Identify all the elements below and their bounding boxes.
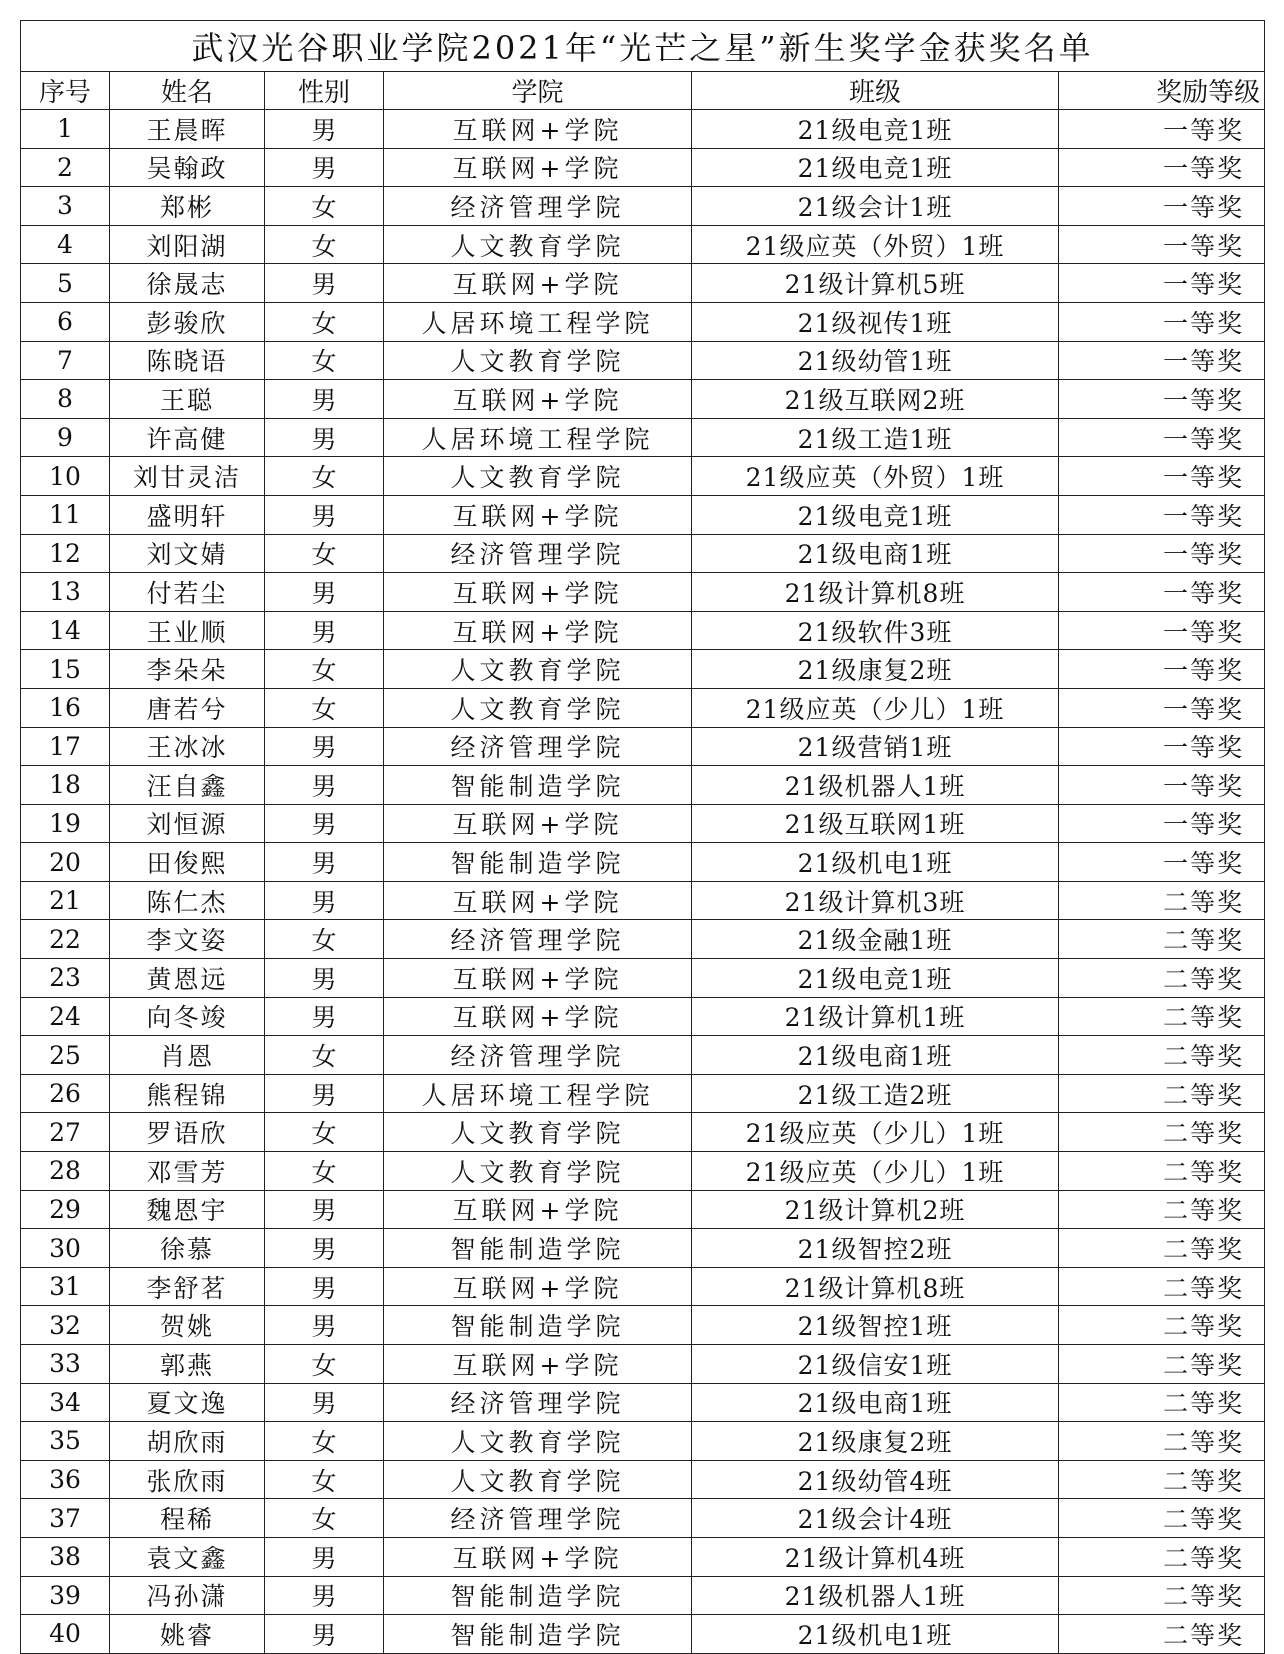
cell-level: 一等奖 bbox=[1059, 264, 1265, 303]
table-row bbox=[21, 727, 1265, 766]
cell-gender: 男 bbox=[265, 573, 384, 612]
cell-college: 互联网+学院 bbox=[384, 495, 692, 534]
cell-class: 21级电竞1班 bbox=[692, 959, 1059, 998]
cell-gender: 男 bbox=[265, 1074, 384, 1113]
cell-level: 二等奖 bbox=[1059, 1615, 1265, 1654]
cell-class: 21级应英（少儿）1班 bbox=[692, 1152, 1059, 1191]
cell-gender: 男 bbox=[265, 418, 384, 457]
cell-level: 一等奖 bbox=[1059, 457, 1265, 496]
cell-gender: 男 bbox=[265, 1190, 384, 1229]
cell-class: 21级计算机1班 bbox=[692, 997, 1059, 1036]
award-table-body bbox=[21, 110, 1265, 1654]
cell-class: 21级软件3班 bbox=[692, 611, 1059, 650]
cell-name: 姚睿 bbox=[110, 1615, 265, 1654]
table-row bbox=[21, 495, 1265, 534]
cell-no: 11 bbox=[21, 495, 110, 534]
cell-level: 一等奖 bbox=[1059, 225, 1265, 264]
cell-name: 汪自鑫 bbox=[110, 766, 265, 805]
cell-name: 彭骏欣 bbox=[110, 302, 265, 341]
cell-gender: 女 bbox=[265, 225, 384, 264]
cell-class: 21级计算机8班 bbox=[692, 573, 1059, 612]
cell-name: 吴翰政 bbox=[110, 148, 265, 187]
cell-name: 黄恩远 bbox=[110, 959, 265, 998]
cell-level: 一等奖 bbox=[1059, 341, 1265, 380]
cell-level: 二等奖 bbox=[1059, 1190, 1265, 1229]
table-row bbox=[21, 1537, 1265, 1576]
cell-gender: 男 bbox=[265, 380, 384, 419]
cell-college: 互联网+学院 bbox=[384, 959, 692, 998]
cell-class: 21级机电1班 bbox=[692, 1615, 1059, 1654]
header-no: 序号 bbox=[21, 72, 110, 110]
cell-level: 一等奖 bbox=[1059, 495, 1265, 534]
title-row bbox=[21, 21, 1265, 72]
cell-college: 智能制造学院 bbox=[384, 1229, 692, 1268]
cell-name: 夏文逸 bbox=[110, 1383, 265, 1422]
table-row bbox=[21, 187, 1265, 226]
cell-class: 21级应英（外贸）1班 bbox=[692, 225, 1059, 264]
cell-college: 人文教育学院 bbox=[384, 1422, 692, 1461]
cell-name: 程稀 bbox=[110, 1499, 265, 1538]
cell-gender: 女 bbox=[265, 650, 384, 689]
cell-college: 互联网+学院 bbox=[384, 804, 692, 843]
cell-level: 一等奖 bbox=[1059, 766, 1265, 805]
cell-class: 21级电商1班 bbox=[692, 1036, 1059, 1075]
cell-no: 40 bbox=[21, 1615, 110, 1654]
cell-no: 39 bbox=[21, 1576, 110, 1615]
cell-no: 38 bbox=[21, 1537, 110, 1576]
cell-level: 二等奖 bbox=[1059, 1576, 1265, 1615]
cell-class: 21级电竞1班 bbox=[692, 110, 1059, 149]
cell-no: 28 bbox=[21, 1152, 110, 1191]
cell-gender: 男 bbox=[265, 766, 384, 805]
cell-no: 35 bbox=[21, 1422, 110, 1461]
cell-level: 二等奖 bbox=[1059, 1460, 1265, 1499]
cell-class: 21级智控2班 bbox=[692, 1229, 1059, 1268]
cell-class: 21级电商1班 bbox=[692, 1383, 1059, 1422]
cell-no: 34 bbox=[21, 1383, 110, 1422]
cell-gender: 女 bbox=[265, 1422, 384, 1461]
cell-college: 经济管理学院 bbox=[384, 534, 692, 573]
cell-no: 5 bbox=[21, 264, 110, 303]
cell-class: 21级计算机4班 bbox=[692, 1537, 1059, 1576]
cell-class: 21级计算机2班 bbox=[692, 1190, 1059, 1229]
cell-no: 21 bbox=[21, 881, 110, 920]
cell-college: 互联网+学院 bbox=[384, 264, 692, 303]
cell-class: 21级康复2班 bbox=[692, 650, 1059, 689]
page-title: 武汉光谷职业学院2021年“光芒之星”新生奖学金获奖名单 bbox=[21, 21, 1265, 72]
cell-no: 13 bbox=[21, 573, 110, 612]
cell-no: 1 bbox=[21, 110, 110, 149]
table-row bbox=[21, 959, 1265, 998]
cell-name: 李文姿 bbox=[110, 920, 265, 959]
cell-college: 互联网+学院 bbox=[384, 110, 692, 149]
table-row bbox=[21, 418, 1265, 457]
cell-gender: 女 bbox=[265, 341, 384, 380]
header-level: 奖励等级 bbox=[1059, 72, 1265, 110]
cell-no: 2 bbox=[21, 148, 110, 187]
cell-college: 经济管理学院 bbox=[384, 1499, 692, 1538]
cell-level: 二等奖 bbox=[1059, 1113, 1265, 1152]
cell-name: 罗语欣 bbox=[110, 1113, 265, 1152]
cell-name: 刘甘灵洁 bbox=[110, 457, 265, 496]
cell-no: 4 bbox=[21, 225, 110, 264]
cell-gender: 男 bbox=[265, 1537, 384, 1576]
cell-college: 人文教育学院 bbox=[384, 457, 692, 496]
cell-college: 经济管理学院 bbox=[384, 727, 692, 766]
cell-gender: 男 bbox=[265, 881, 384, 920]
cell-level: 二等奖 bbox=[1059, 997, 1265, 1036]
cell-level: 一等奖 bbox=[1059, 727, 1265, 766]
cell-name: 徐晟志 bbox=[110, 264, 265, 303]
cell-college: 经济管理学院 bbox=[384, 920, 692, 959]
table-row bbox=[21, 843, 1265, 882]
cell-no: 33 bbox=[21, 1345, 110, 1384]
table-row bbox=[21, 1113, 1265, 1152]
table-row bbox=[21, 650, 1265, 689]
cell-class: 21级应英（外贸）1班 bbox=[692, 457, 1059, 496]
cell-gender: 女 bbox=[265, 920, 384, 959]
cell-level: 二等奖 bbox=[1059, 1229, 1265, 1268]
cell-class: 21级电竞1班 bbox=[692, 495, 1059, 534]
cell-no: 36 bbox=[21, 1460, 110, 1499]
cell-college: 互联网+学院 bbox=[384, 1537, 692, 1576]
table-row bbox=[21, 1615, 1265, 1654]
cell-level: 一等奖 bbox=[1059, 302, 1265, 341]
cell-class: 21级计算机8班 bbox=[692, 1267, 1059, 1306]
cell-college: 人文教育学院 bbox=[384, 1113, 692, 1152]
cell-college: 智能制造学院 bbox=[384, 766, 692, 805]
cell-gender: 女 bbox=[265, 1152, 384, 1191]
cell-class: 21级视传1班 bbox=[692, 302, 1059, 341]
cell-no: 20 bbox=[21, 843, 110, 882]
cell-level: 二等奖 bbox=[1059, 959, 1265, 998]
cell-level: 一等奖 bbox=[1059, 688, 1265, 727]
cell-name: 胡欣雨 bbox=[110, 1422, 265, 1461]
table-row bbox=[21, 380, 1265, 419]
cell-name: 贺姚 bbox=[110, 1306, 265, 1345]
table-row bbox=[21, 1267, 1265, 1306]
cell-name: 冯孙潇 bbox=[110, 1576, 265, 1615]
cell-no: 32 bbox=[21, 1306, 110, 1345]
cell-class: 21级工造1班 bbox=[692, 418, 1059, 457]
cell-gender: 男 bbox=[265, 843, 384, 882]
cell-gender: 女 bbox=[265, 534, 384, 573]
cell-level: 一等奖 bbox=[1059, 843, 1265, 882]
cell-name: 袁文鑫 bbox=[110, 1537, 265, 1576]
cell-class: 21级会计1班 bbox=[692, 187, 1059, 226]
cell-name: 王晨晖 bbox=[110, 110, 265, 149]
table-row bbox=[21, 302, 1265, 341]
cell-class: 21级会计4班 bbox=[692, 1499, 1059, 1538]
cell-gender: 男 bbox=[265, 1229, 384, 1268]
cell-name: 熊程锦 bbox=[110, 1074, 265, 1113]
cell-level: 一等奖 bbox=[1059, 110, 1265, 149]
award-table bbox=[20, 20, 1265, 1654]
cell-no: 12 bbox=[21, 534, 110, 573]
table-row bbox=[21, 341, 1265, 380]
cell-level: 二等奖 bbox=[1059, 1383, 1265, 1422]
table-row bbox=[21, 573, 1265, 612]
cell-no: 8 bbox=[21, 380, 110, 419]
cell-level: 二等奖 bbox=[1059, 1267, 1265, 1306]
cell-name: 魏恩宇 bbox=[110, 1190, 265, 1229]
cell-class: 21级计算机3班 bbox=[692, 881, 1059, 920]
cell-name: 刘恒源 bbox=[110, 804, 265, 843]
cell-level: 二等奖 bbox=[1059, 920, 1265, 959]
cell-name: 刘阳湖 bbox=[110, 225, 265, 264]
table-row bbox=[21, 766, 1265, 805]
cell-level: 二等奖 bbox=[1059, 881, 1265, 920]
cell-college: 互联网+学院 bbox=[384, 997, 692, 1036]
table-row bbox=[21, 1306, 1265, 1345]
cell-name: 郑彬 bbox=[110, 187, 265, 226]
cell-class: 21级信安1班 bbox=[692, 1345, 1059, 1384]
cell-college: 人文教育学院 bbox=[384, 1152, 692, 1191]
table-row bbox=[21, 920, 1265, 959]
cell-class: 21级计算机5班 bbox=[692, 264, 1059, 303]
cell-college: 人文教育学院 bbox=[384, 225, 692, 264]
cell-no: 15 bbox=[21, 650, 110, 689]
award-list-sheet bbox=[20, 20, 1264, 1654]
cell-class: 21级幼管1班 bbox=[692, 341, 1059, 380]
cell-name: 向冬竣 bbox=[110, 997, 265, 1036]
table-row bbox=[21, 148, 1265, 187]
cell-level: 一等奖 bbox=[1059, 187, 1265, 226]
cell-college: 智能制造学院 bbox=[384, 843, 692, 882]
cell-class: 21级机器人1班 bbox=[692, 1576, 1059, 1615]
cell-class: 21级金融1班 bbox=[692, 920, 1059, 959]
cell-name: 田俊熙 bbox=[110, 843, 265, 882]
cell-class: 21级工造2班 bbox=[692, 1074, 1059, 1113]
cell-no: 37 bbox=[21, 1499, 110, 1538]
header-college: 学院 bbox=[384, 72, 692, 110]
table-row bbox=[21, 1383, 1265, 1422]
cell-gender: 男 bbox=[265, 495, 384, 534]
cell-name: 李舒茗 bbox=[110, 1267, 265, 1306]
cell-level: 二等奖 bbox=[1059, 1499, 1265, 1538]
cell-name: 付若尘 bbox=[110, 573, 265, 612]
cell-college: 互联网+学院 bbox=[384, 1345, 692, 1384]
cell-no: 16 bbox=[21, 688, 110, 727]
cell-class: 21级应英（少儿）1班 bbox=[692, 688, 1059, 727]
cell-name: 王聪 bbox=[110, 380, 265, 419]
cell-no: 24 bbox=[21, 997, 110, 1036]
table-row bbox=[21, 534, 1265, 573]
cell-gender: 男 bbox=[265, 1576, 384, 1615]
cell-name: 王业顺 bbox=[110, 611, 265, 650]
cell-college: 互联网+学院 bbox=[384, 611, 692, 650]
cell-no: 18 bbox=[21, 766, 110, 805]
cell-level: 二等奖 bbox=[1059, 1422, 1265, 1461]
cell-level: 一等奖 bbox=[1059, 573, 1265, 612]
cell-level: 一等奖 bbox=[1059, 148, 1265, 187]
header-name: 姓名 bbox=[110, 72, 265, 110]
cell-level: 一等奖 bbox=[1059, 650, 1265, 689]
cell-gender: 女 bbox=[265, 1345, 384, 1384]
cell-class: 21级康复2班 bbox=[692, 1422, 1059, 1461]
cell-no: 26 bbox=[21, 1074, 110, 1113]
cell-level: 一等奖 bbox=[1059, 380, 1265, 419]
cell-no: 22 bbox=[21, 920, 110, 959]
table-row bbox=[21, 110, 1265, 149]
cell-gender: 男 bbox=[265, 148, 384, 187]
cell-class: 21级电竞1班 bbox=[692, 148, 1059, 187]
cell-class: 21级营销1班 bbox=[692, 727, 1059, 766]
cell-college: 互联网+学院 bbox=[384, 148, 692, 187]
cell-name: 王冰冰 bbox=[110, 727, 265, 766]
cell-college: 人居环境工程学院 bbox=[384, 418, 692, 457]
cell-class: 21级电商1班 bbox=[692, 534, 1059, 573]
table-row bbox=[21, 1074, 1265, 1113]
table-row bbox=[21, 997, 1265, 1036]
cell-college: 互联网+学院 bbox=[384, 573, 692, 612]
cell-college: 智能制造学院 bbox=[384, 1615, 692, 1654]
cell-gender: 女 bbox=[265, 688, 384, 727]
table-row bbox=[21, 688, 1265, 727]
cell-no: 27 bbox=[21, 1113, 110, 1152]
cell-level: 二等奖 bbox=[1059, 1306, 1265, 1345]
cell-college: 人文教育学院 bbox=[384, 650, 692, 689]
cell-name: 郭燕 bbox=[110, 1345, 265, 1384]
cell-level: 一等奖 bbox=[1059, 611, 1265, 650]
cell-no: 23 bbox=[21, 959, 110, 998]
cell-no: 31 bbox=[21, 1267, 110, 1306]
cell-level: 二等奖 bbox=[1059, 1074, 1265, 1113]
cell-college: 人文教育学院 bbox=[384, 688, 692, 727]
cell-no: 25 bbox=[21, 1036, 110, 1075]
cell-name: 徐慕 bbox=[110, 1229, 265, 1268]
cell-gender: 男 bbox=[265, 110, 384, 149]
cell-gender: 女 bbox=[265, 302, 384, 341]
cell-name: 盛明轩 bbox=[110, 495, 265, 534]
cell-class: 21级互联网1班 bbox=[692, 804, 1059, 843]
cell-gender: 女 bbox=[265, 1113, 384, 1152]
cell-college: 经济管理学院 bbox=[384, 1036, 692, 1075]
cell-level: 一等奖 bbox=[1059, 804, 1265, 843]
table-row bbox=[21, 881, 1265, 920]
cell-gender: 男 bbox=[265, 727, 384, 766]
cell-name: 李朵朵 bbox=[110, 650, 265, 689]
cell-name: 张欣雨 bbox=[110, 1460, 265, 1499]
cell-college: 人居环境工程学院 bbox=[384, 1074, 692, 1113]
header-row bbox=[21, 72, 1265, 110]
table-row bbox=[21, 611, 1265, 650]
cell-no: 6 bbox=[21, 302, 110, 341]
table-row bbox=[21, 1036, 1265, 1075]
cell-name: 邓雪芳 bbox=[110, 1152, 265, 1191]
cell-class: 21级智控1班 bbox=[692, 1306, 1059, 1345]
cell-gender: 女 bbox=[265, 187, 384, 226]
table-row bbox=[21, 1576, 1265, 1615]
cell-gender: 男 bbox=[265, 1306, 384, 1345]
cell-no: 14 bbox=[21, 611, 110, 650]
cell-college: 人文教育学院 bbox=[384, 1460, 692, 1499]
cell-level: 二等奖 bbox=[1059, 1036, 1265, 1075]
cell-gender: 男 bbox=[265, 264, 384, 303]
cell-college: 智能制造学院 bbox=[384, 1576, 692, 1615]
table-row bbox=[21, 804, 1265, 843]
cell-no: 29 bbox=[21, 1190, 110, 1229]
cell-college: 互联网+学院 bbox=[384, 1190, 692, 1229]
cell-name: 陈晓语 bbox=[110, 341, 265, 380]
cell-level: 一等奖 bbox=[1059, 534, 1265, 573]
cell-name: 陈仁杰 bbox=[110, 881, 265, 920]
cell-college: 互联网+学院 bbox=[384, 881, 692, 920]
table-row bbox=[21, 1422, 1265, 1461]
cell-college: 智能制造学院 bbox=[384, 1306, 692, 1345]
cell-college: 互联网+学院 bbox=[384, 1267, 692, 1306]
cell-no: 9 bbox=[21, 418, 110, 457]
cell-class: 21级幼管4班 bbox=[692, 1460, 1059, 1499]
cell-gender: 男 bbox=[265, 997, 384, 1036]
table-row bbox=[21, 1229, 1265, 1268]
cell-gender: 女 bbox=[265, 1460, 384, 1499]
cell-no: 17 bbox=[21, 727, 110, 766]
table-row bbox=[21, 1190, 1265, 1229]
cell-gender: 男 bbox=[265, 1383, 384, 1422]
cell-college: 经济管理学院 bbox=[384, 187, 692, 226]
cell-gender: 男 bbox=[265, 804, 384, 843]
cell-class: 21级机器人1班 bbox=[692, 766, 1059, 805]
cell-class: 21级机电1班 bbox=[692, 843, 1059, 882]
table-row bbox=[21, 457, 1265, 496]
cell-no: 19 bbox=[21, 804, 110, 843]
cell-gender: 女 bbox=[265, 457, 384, 496]
cell-name: 肖恩 bbox=[110, 1036, 265, 1075]
cell-level: 二等奖 bbox=[1059, 1152, 1265, 1191]
cell-college: 人居环境工程学院 bbox=[384, 302, 692, 341]
cell-level: 二等奖 bbox=[1059, 1345, 1265, 1384]
cell-gender: 男 bbox=[265, 1267, 384, 1306]
cell-no: 10 bbox=[21, 457, 110, 496]
cell-gender: 男 bbox=[265, 611, 384, 650]
cell-no: 3 bbox=[21, 187, 110, 226]
cell-college: 互联网+学院 bbox=[384, 380, 692, 419]
cell-no: 30 bbox=[21, 1229, 110, 1268]
header-class: 班级 bbox=[692, 72, 1059, 110]
cell-level: 二等奖 bbox=[1059, 1537, 1265, 1576]
table-row bbox=[21, 225, 1265, 264]
header-gender: 性别 bbox=[265, 72, 384, 110]
table-row bbox=[21, 1499, 1265, 1538]
cell-name: 唐若兮 bbox=[110, 688, 265, 727]
cell-gender: 男 bbox=[265, 1615, 384, 1654]
cell-gender: 女 bbox=[265, 1499, 384, 1538]
cell-no: 7 bbox=[21, 341, 110, 380]
cell-name: 刘文婧 bbox=[110, 534, 265, 573]
table-row bbox=[21, 1460, 1265, 1499]
cell-name: 许高健 bbox=[110, 418, 265, 457]
cell-class: 21级互联网2班 bbox=[692, 380, 1059, 419]
cell-college: 经济管理学院 bbox=[384, 1383, 692, 1422]
table-row bbox=[21, 1345, 1265, 1384]
cell-college: 人文教育学院 bbox=[384, 341, 692, 380]
cell-gender: 女 bbox=[265, 1036, 384, 1075]
table-row bbox=[21, 1152, 1265, 1191]
cell-gender: 男 bbox=[265, 959, 384, 998]
cell-class: 21级应英（少儿）1班 bbox=[692, 1113, 1059, 1152]
table-row bbox=[21, 264, 1265, 303]
cell-level: 一等奖 bbox=[1059, 418, 1265, 457]
